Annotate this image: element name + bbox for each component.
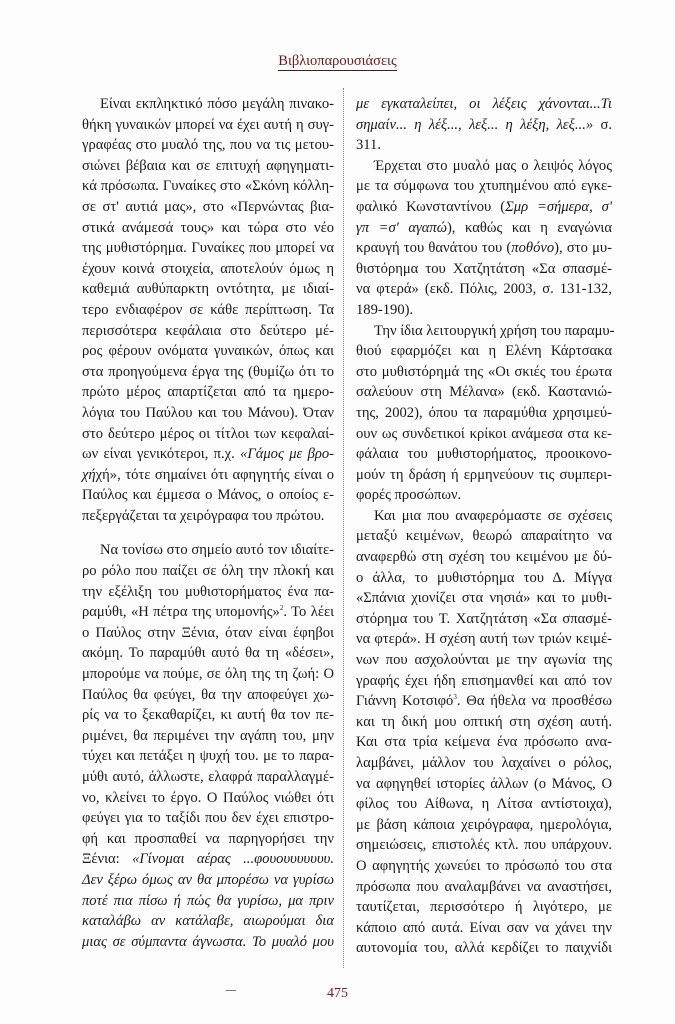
text-line: ταυτίζεται, περισσότερο ή λιγότερο, με <box>356 899 612 916</box>
text-line: της, 2002), όπου τα παραμύθια χρησιμεύ- <box>356 404 612 421</box>
page-number: 475 <box>327 986 348 1001</box>
text-line <box>356 691 612 712</box>
column-divider <box>343 88 344 968</box>
text-line: κάποιο από αυτά. Είναι σαν να χάνει την <box>356 919 612 936</box>
text-line: καθεμιά αυθύπαρκτη οντότητα, με ιδιαί- <box>82 281 334 298</box>
text-line: περισσότερα κεφάλαια στο δεύτερο μέ- <box>82 322 334 339</box>
footnote-ref: 2 <box>279 604 284 613</box>
italic-fragment: Σμρ =σήμερα, σ' <box>505 198 612 215</box>
quote-continuation <box>356 94 612 156</box>
text-run: ), καθώς και η εναγώνια <box>446 219 612 236</box>
text-line: θιστόρημα του Χατζητάτση «Σα σπασμέ- <box>356 260 612 277</box>
text-run: . Το λέει <box>283 604 335 621</box>
text-line: φή και προσπαθεί να παρηγορήσει την <box>82 830 334 847</box>
text-line: ακόμη. Το παραμύθι αυτό θα τη «δέσει», <box>82 645 334 662</box>
text-line: θιού εφαρμόζει και η Ελένη Κάρτσακα <box>356 343 612 360</box>
text-line: καταλάβω αν κατάλαβε, αιωρούμαι δια <box>82 913 334 930</box>
text-line: στα προηγούμενα έργα της (θυμίζω ότι το <box>82 363 334 380</box>
text-line: με τα σύμφωνα του χτυπημένου από εγκε- <box>356 178 612 195</box>
text-run: ), στο μυ- <box>554 240 612 257</box>
left-column <box>82 94 334 952</box>
text-line: ο Παύλος στην Ξένια, όταν είναι έφηβοι <box>82 624 334 641</box>
text-line: γραφής έχει ήδη επισημανθεί και από τον <box>356 672 612 689</box>
text-line: ουν ως συνδετικοί κρίκοι ανάμεσα στα κε- <box>356 425 612 442</box>
text-line: ρίς να το ξεκαθαρίζει, κι αυτή θα τον πε- <box>82 707 334 724</box>
text-line: στο δεύτερο μέρος οι τίτλοι των κεφαλαί- <box>82 425 334 442</box>
text-line: ποτέ πια πίσω ή πώς θα γυρίσω, μα πριν <box>82 892 334 909</box>
text-run: φαλικό Κωνσταντίνου ( <box>356 198 506 215</box>
text-run: Γιάννη Κοτσιφό <box>356 693 454 710</box>
text-line: σημειώσεις, επιστολές κτλ. που υπάρχουν. <box>356 837 612 854</box>
text-line: πρόσωπα που αναλαμβάνει να αναστήσει, <box>356 878 612 895</box>
text-line: γραφέας στο μυαλό της, που να τις μετου- <box>82 137 334 154</box>
italic-quote: σημαίν... η λέξ..., λεξ... η λέξη, λεξ...» <box>356 116 594 133</box>
text-line: φεύγει για το ταξίδι που δεν έχει επιστρο- <box>82 810 334 827</box>
text-line: πεξεργάζεται τα χειρόγραφα του πρώτου. <box>82 507 325 524</box>
text-line: μπορούμε να πούμε, σε όλη της τη ζωή: Ο <box>82 666 334 683</box>
text-run: . Θα ήθελα να προσθέσω <box>456 693 612 710</box>
text-line: να αφηγηθεί ιστορίες άλλων (ο Μάνος, Ο <box>356 775 612 792</box>
text-line: και τη δική μου οπτική στη σχέση αυτή. <box>356 713 612 730</box>
text-line: την εξέλιξη του μυθιστορήματος ένα πα- <box>82 583 334 600</box>
paragraph-gap <box>82 526 334 540</box>
text-line: νων που ασχολούνται με την αγωνία της <box>356 652 612 669</box>
text-line: ρο ρόλο που παίζει σε όλη την πλοκή και <box>82 563 334 580</box>
text-line: μούν τη δράση ή ερμηνεύουν τις συμπερι- <box>356 466 612 483</box>
text-line: ρος φέρουν ονόματα γυναικών, όπως και <box>82 343 334 360</box>
text-line: 189-190). <box>356 301 414 318</box>
text-line <box>356 238 612 259</box>
text-line: αυτονομία του, αλλά κερδίζει το παιχνίδι <box>356 940 612 957</box>
text-line <box>82 465 334 486</box>
text-line: Ο αφηγητής χωνεύει το πρόσωπό του στα <box>356 857 612 874</box>
text-line: λόγια του Παύλου και του Μάνου). Όταν <box>82 404 334 421</box>
text-line: Είναι εκπληκτικό πόσο μεγάλη πινακο- <box>100 96 334 112</box>
text-line: κά πρόσωπα. Γυναίκες στο «Σκόνη κόλλη- <box>82 178 334 195</box>
text-run: ων είναι γενικότεροι, π.χ. <box>82 446 241 463</box>
text-line: φίλος του Αίθωνα, η Λίτσα αντίστοιχα), <box>356 796 612 813</box>
paragraph-5 <box>356 506 612 959</box>
text-line: αναφερθώ στη σχέση του κειμένου με δύ- <box>356 549 612 566</box>
text-line: με εγκαταλείπει, οι λέξεις χάνονται...Τι <box>356 96 612 112</box>
text-line: στο μυθιστόρημά της «Οι σκιές του έρωτα <box>356 363 612 380</box>
text-line: Παύλος θα φεύγει, θα την αποφεύγει χω- <box>82 686 334 703</box>
text-line: τερο ενδιαφέρον σε κάθε περίπτωση. Τα <box>82 301 334 318</box>
text-line: μιας σε σύμπαντα άγνωστα. Το μυαλό μου <box>82 933 334 950</box>
text-line: Να τονίσω στο σημείο αυτό τον ιδιαίτε- <box>100 542 334 559</box>
text-line: «Σπάνια χιονίζει στα νησιά» και το μυθι- <box>356 590 612 607</box>
text-line: να φτερά» (εκδ. Πόλις, 2003, σ. 131-132, <box>356 281 612 298</box>
italic-fragment: ποθόνο <box>511 240 555 257</box>
text-line <box>356 197 612 218</box>
text-line: νο, κλείνει το έργο. Ο Παύλος νιώθει ότι <box>82 789 334 806</box>
text-line: πρώτο μέρος απαρτίζεται από τα ημερο- <box>82 384 334 401</box>
text-line: στικά ανάμεσά τους» και τώρα στο νέο <box>82 219 334 236</box>
text-line: έχουν κοινά στοιχεία, αποτελούν όμως η <box>82 260 334 277</box>
text-line: τύχει και πετάξει η ψυχή του. με το παρα- <box>82 748 334 765</box>
text-line: σαλεύουν στη Μέλανα» (εκδ. Καστανιώ- <box>356 384 612 401</box>
text-line: ο άλλα, το μυθιστόρημα του Δ. Μίγγα <box>356 569 612 586</box>
text-line <box>82 849 334 870</box>
text-line: 311. <box>356 137 381 154</box>
paragraph-2 <box>82 540 334 952</box>
footnote-ref: 3 <box>453 693 457 702</box>
text-line: Και μια που αναφερόμαστε σε σχέσεις <box>374 507 612 524</box>
text-line <box>82 602 334 623</box>
text-line: με βάση κάποια χειρόγραφα, ημερολόγια, <box>356 816 612 833</box>
text-line: στόρημα του Τ. Χατζητάτση «Σα σπασμέ- <box>356 610 612 627</box>
text-line: ριμένει, θα περιμένει την αγάπη του, μην <box>82 727 334 744</box>
text-line: μύθι αυτό, άλλωστε, ελαφρά παραλλαγμέ- <box>82 769 334 785</box>
text-line: σε στ' αυτιά μας», στο «Περνώντας βια- <box>82 198 334 215</box>
italic-title: χή <box>82 466 96 483</box>
text-line: φορές προσώπων. <box>356 487 462 504</box>
text-line <box>82 444 334 465</box>
right-column <box>356 94 615 959</box>
paragraph-4 <box>356 321 615 506</box>
text-line: Την ίδια λειτουργική χρήση του παραμυ- <box>374 322 615 339</box>
text-line: Παύλος και έμμεσα ο Μάνος, ο οποίος ε- <box>82 487 334 504</box>
text-run: κραυγή του θανάτου του ( <box>356 240 512 257</box>
italic-fragment: γπ =σ' αγαπώ <box>356 219 447 236</box>
text-line: Έρχεται στο μυαλό μας ο λειψός λόγος <box>374 157 612 174</box>
text-line: μεταξύ κειμένων, θεωρώ απαραίτητο να <box>356 528 612 545</box>
text-run: χή», τότε σημαίνει ότι αφηγητής είναι ο <box>95 466 334 483</box>
text-line: φάλαια του μυθιστορήματος, προοικονο- <box>356 446 612 463</box>
text-run: ραμύθι, «Η πέτρα της υπομονής» <box>82 604 280 621</box>
text-line: να φτερά». Η σχέση αυτή των τριών κειμέ- <box>356 631 612 648</box>
paragraph-1 <box>82 94 334 526</box>
text-line: σιώνει βέβαια και σε επιτυχή αφηγηματι- <box>82 157 334 174</box>
text-line <box>356 218 612 239</box>
text-line: της μυθιστόρημα. Γυναίκες που μπορεί να <box>82 240 334 257</box>
running-header <box>0 53 675 70</box>
italic-title: «Γάμος με βρο- <box>240 446 334 463</box>
italic-quote: «Γίνομαι αέρας ...φουουυυυυυυ. <box>132 851 334 868</box>
text-run: σ. <box>593 116 612 133</box>
section-title: Βιβλιοπαρουσιάσεις <box>278 53 397 69</box>
paragraph-3 <box>356 156 612 321</box>
text-line: λαμβάνει, μάλλον του λαχαίνει ο ρόλος, <box>356 755 612 771</box>
text-line: Δεν ξέρω όμως αν θα μπορέσω να γυρίσω <box>82 871 334 888</box>
text-line: θήκη γυναικών μπορεί να έχει αυτή η συγ- <box>82 116 334 133</box>
text-line: Και στα τρία κείμενα ένα πρόσωπο ανα- <box>356 734 612 751</box>
text-run: Ξένια: <box>82 851 133 868</box>
text-line <box>356 115 612 136</box>
